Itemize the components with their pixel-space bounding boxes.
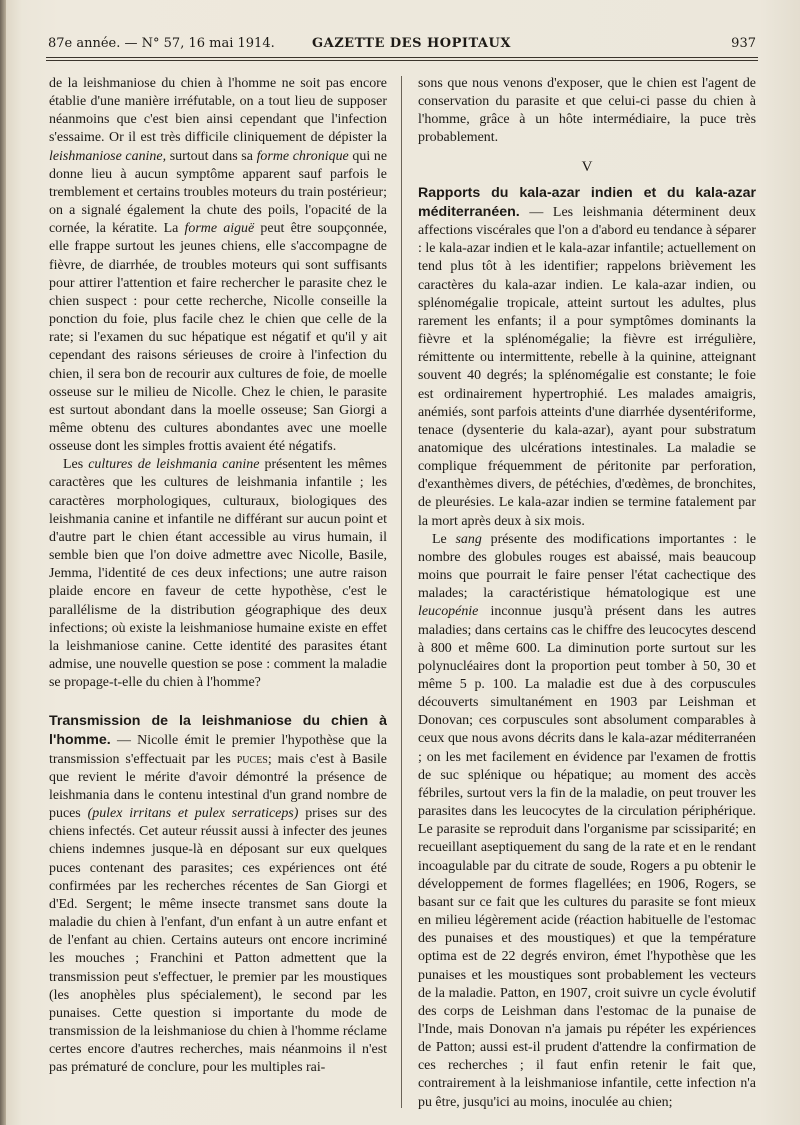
header-rule-bottom — [46, 60, 758, 61]
section-kala-azar: Rapports du kala-azar indien et du kala-azar méditerranéen. — Les leishmania déterminent deux affections viscérales que l'on a d'abord eu tendance à séparer : le kala-azar indien et le kala-azar infantile; actuellement on tend plus tôt à les identifier; rappelons brièvement les caractères du kala-azar indien. Le kala-azar indien, ou splénomégalie tropicale, atteint surtout les adultes, plus rarement les enfants; il a pour symptômes dominants la fièvre et la splénomégalie; la fièvre est irrégulière, rémittente ou intermittente, rebelle à la quinine, atteignant souvent 40 degrés; la splénomégalie est constante; le foie est ordinairement hypertrophié. Les malades amaigris, anémiés, sont parfois atteints d'une diarrhée dysentériforme, tenace (dysenterie du kala-azar), ayant pour substratum anatomique des ulcérations intestinales. La maladie se complique fréquemment de péritonite par perforation, d'exanthèmes divers, de pétéchies, d'œdèmes, de bronchites, de pleurésies. Le kala-azar indien se termine fatalement par la mort après deux à six mois. — [418, 184, 756, 529]
paragraph: de la leishmaniose du chien à l'homme ne soit pas encore établie d'une manière irréfutable, on a tout lieu de supposer néanmoins que c'est bien ainsi cependant que l'infection s'essaime. Or il est très difficile cliniquement de dépister la leishmaniose canine, surtout dans sa forme chronique qui ne donne lieu à aucun symptôme apparent sauf parfois le tremblement et certains troubles moteurs du train postérieur; on a signalé également la chute des poils, l'opacité de la cornée, la kératite. La forme aiguë peut être soupçonnée, elle frappe surtout les jeunes chiens, elle s'accompagne de fièvre, de diarrhée, de troubles moteurs qui sont suffisants pour attirer l'attention et faire rechercher le parasite chez le chien suspect : pour cette recherche, Nicolle conseille la ponction du foie, plus facile chez le chien que celle de la rate; si l'examen du suc hépatique est négatif et qu'il y ait cependant des raisons sérieuses de croire à l'infection du chien, il sera bon de recourir aux cultures de foie, de moelle osseuse sur le milieu de Nicolle. Chez le chien, le parasite est surtout abondant dans la moelle osseuse; San Giorgi a même obtenu des cultures abondantes avec une moelle osseuse dont les simples frottis avaient été négatifs. — [49, 76, 387, 455]
section-transmission: Transmission de la leishmaniose du chien à l'homme. — Nicolle émit le premier l'hypothèse que la transmission s'effectuait par les puces; mais c'est à Basile que revient le mérite d'avoir démontré la présence de leishmania dans le contenu intestinal d'un grand nombre de puces (pulex irritans et pulex serraticeps) prises sur des chiens infectés. Cet auteur réussit aussi à infecter des jeunes chiens indemnes jusque-là en déposant sur eux quelques puces contenant des parasites; ces expériences ont été confirmées par les recherches récentes de San Giorgi et d'Ed. Sergent; le même insecte transmet sans doute la maladie du chien à l'enfant, d'un enfant à un autre enfant et de l'enfant au chien. Certains auteurs ont encore incriminé les mouches ; Franchini et Patton admettent que la transmission peut s'effectuer, le premier par les moustiques (les anophèles plus spécialement), le second par les punaises. Cette question si importante du mode de transmission de la leishmaniose du chien à l'homme réclame certes encore d'autres recherches, mais néanmoins il n'est pas prématuré de conclure, pour les multiples rai- — [49, 713, 387, 1076]
section-heading: Rapports du kala-azar indien et du kala-azar méditerranéen. — [418, 184, 756, 220]
right-column — [418, 75, 756, 1110]
paragraph: Le sang présente des modifications importantes : le nombre des globules rouges est abaissé, mais beaucoup moins que pourrait le faire penser l'état cachectique des malades; la caractéristique hématologique est une leucopénie inconnue jusqu'à présent dans les autres maladies; dans certains cas le chiffre des leucocytes descend à 800 et même 600. La diminution porte surtout sur les polynucléaires dont la proportion peut tomber à 50, 30 et même 5 p. 100. La maladie est due à des corpuscules découverts simultanément en 1903 par Leishman et Donovan; ces corpuscules sont absolument comparables à ceux que nous avons décrits dans le kala-azar méditerranéen ; on les met facilement en évidence par l'examen de frottis de suc splénique ou hépatique; au moment des accès fébriles, surtout vers la fin de la maladie, on peut trouver les parasites dans les leucocytes de la circulation périphérique. Le parasite se reproduit dans l'organisme par scissiparité; en recueillant aseptiquement du sang de la rate et en le rendant incoagulable par du citrate de soude, Rogers a pu obtenir le développement de formes flagellées; en 1906, Rogers, se basant sur ce fait que les cultures du parasite se font mieux en milieu légèrement acide (réaction habituelle de l'estomac des punaises et des moustiques) et que la température optima est de 22 degrés environ, émet l'hypothèse que les punaises et les moustiques sont probablement les vecteurs de la maladie. Patton, en 1907, croit suivre un cycle évolutif des corps de Leishman dans l'estomac de la punaise de l'Inde, mais Donovan n'a jamais pu répéter les expériences de Patton; aussi est-il prudent d'attendre la confirmation de ces recherches ; il faut enfin retenir le fait que, contrairement à la leishmaniose infantile, cette infection n'a pu être, jusqu'ici au moins, inoculée au chien; — [418, 531, 756, 1110]
paragraph: sons que nous venons d'exposer, que le chien est l'agent de conservation du parasite et que celui-ci passe du chien à l'homme, grâce à un hôte intermédiaire, la puce très probablement. — [418, 76, 756, 146]
section-heading: Transmission de la leishmaniose du chien à l'homme. — [49, 713, 387, 749]
section-number: V — [581, 158, 593, 175]
page-binding-edge — [0, 0, 6, 1125]
journal-title: GAZETTE DES HOPITAUX — [312, 36, 511, 51]
header-rule-top — [46, 57, 758, 58]
issue-line: 87e année. — N° 57, 16 mai 1914. — [48, 36, 275, 51]
page-number: 937 — [731, 36, 756, 51]
column-divider — [401, 76, 402, 1108]
paragraph: Les cultures de leishmania canine présentent les mêmes caractères que les cultures de leishmania infantile ; les caractères morphologiques, culturaux, biologiques des leishmania canine et infantile ne différant sur aucun point et d'autre part le chien étant accessible au virus humain, il semble bien que l'on doive admettre avec Nicolle, Basile, Jemma, l'identité de ces deux infections; une autre raison plaide encore en faveur de cette hypothèse, c'est le parallélisme de la distribution géographique des deux infections; où existe la leishmaniose humaine existe en effet la leishmaniose canine. Cette identité des parasites étant admise, une nouvelle question se pose : comment la maladie se propage-t-elle du chien à l'homme? — [49, 457, 387, 691]
left-column — [49, 75, 387, 1110]
page-header — [48, 34, 756, 54]
